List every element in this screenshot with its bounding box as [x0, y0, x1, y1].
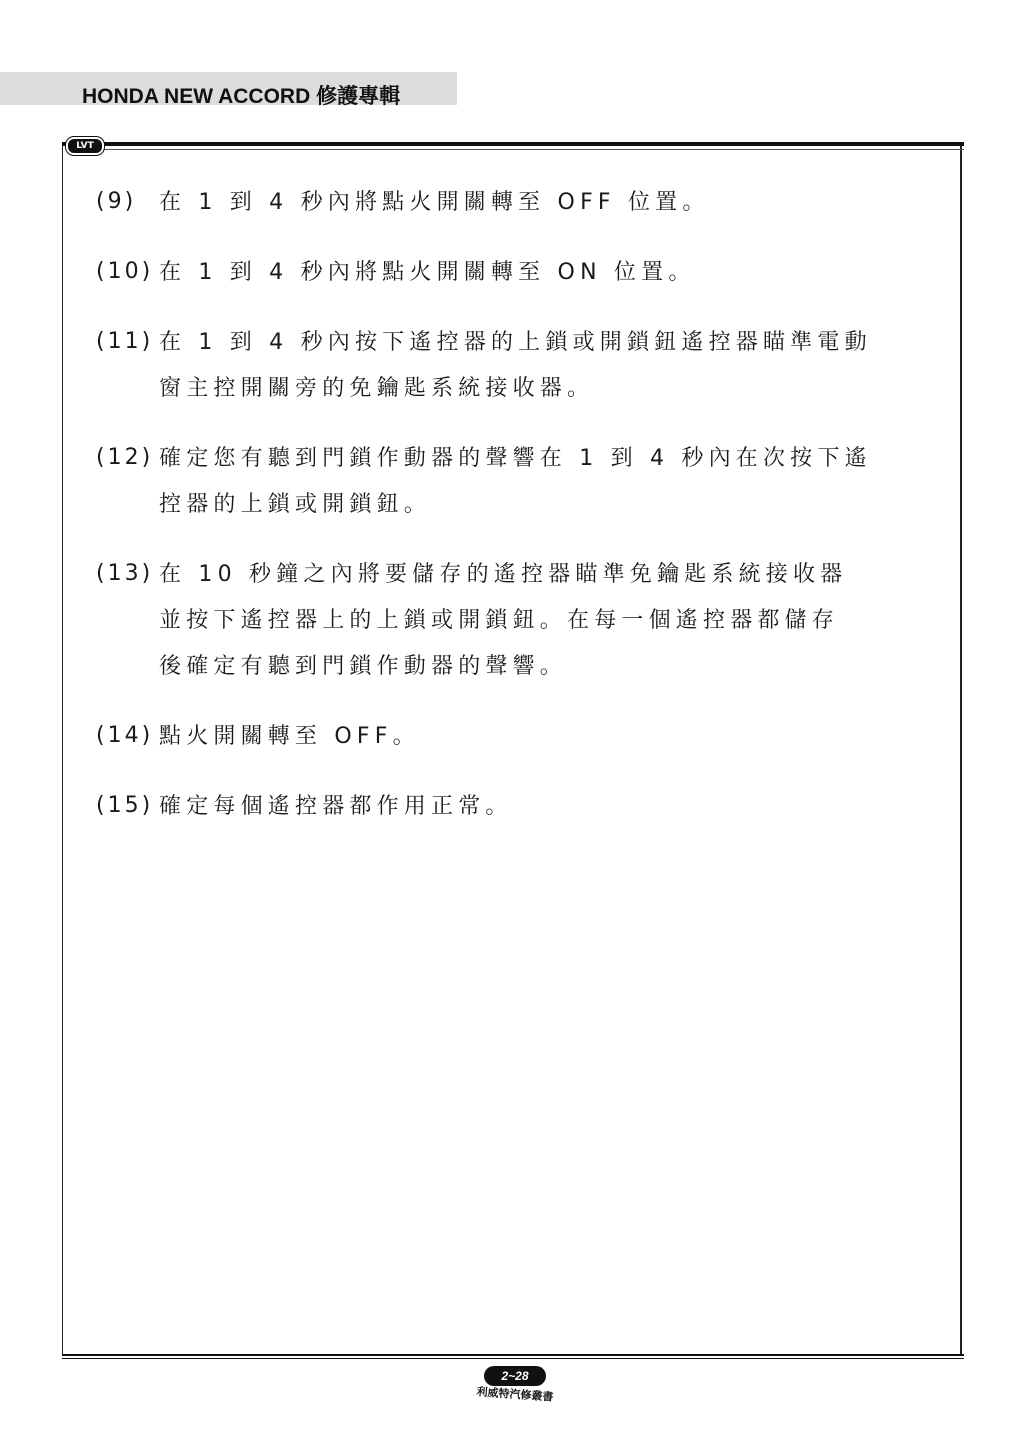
step-number: (11) [96, 329, 154, 354]
step-number: (12) [96, 445, 154, 470]
step-text: 在 1 到 4 秒內將點火開關轉至 ON 位置。 [159, 260, 696, 285]
step-number: (13) [96, 561, 154, 586]
step-item [96, 552, 906, 690]
bottom-rule-thin [62, 1358, 964, 1359]
step-item [96, 180, 906, 226]
step-text: 點火開關轉至 OFF。 [159, 724, 420, 749]
step-text: 確定您有聽到門鎖作動器的聲響在 1 到 4 秒內在次按下遙 控器的上鎖或開鎖鈕。 [159, 446, 872, 517]
step-text: 在 10 秒鐘之內將要儲存的遙控器瞄準免鑰匙系統接收器 並按下遙控器上的上鎖或開鎖鈕。在每一個遙控器都儲存 後確定有聽到門鎖作動器的聲響。 [159, 562, 848, 679]
step-number: (14) [96, 723, 154, 748]
publisher-name: 利威特汽修叢書 [476, 1385, 554, 1404]
step-number: (10) [96, 259, 154, 284]
step-item [96, 714, 906, 760]
step-text: 在 1 到 4 秒內按下遙控器的上鎖或開鎖鈕遙控器瞄準電動 窗主控開關旁的免鑰匙系統接收器。 [159, 330, 872, 401]
step-number: (9) [96, 189, 137, 214]
bottom-rule [62, 1354, 964, 1356]
step-item [96, 320, 906, 412]
step-text: 在 1 到 4 秒內將點火開關轉至 OFF 位置。 [159, 190, 710, 215]
step-text: 確定每個遙控器都作用正常。 [159, 794, 513, 819]
instruction-list [96, 180, 906, 830]
page-number-badge [484, 1366, 546, 1386]
top-rule-thin [100, 149, 964, 150]
page-number: 2~28 [501, 1369, 529, 1383]
publisher-logo-icon [66, 137, 104, 155]
step-number: (15) [96, 793, 154, 818]
step-item [96, 436, 906, 528]
page-header-title: HONDA NEW ACCORD 修護專輯 [82, 85, 401, 108]
step-item [96, 784, 906, 830]
step-item [96, 250, 906, 296]
top-rule [62, 142, 964, 146]
logo-text: LVT [76, 141, 94, 151]
